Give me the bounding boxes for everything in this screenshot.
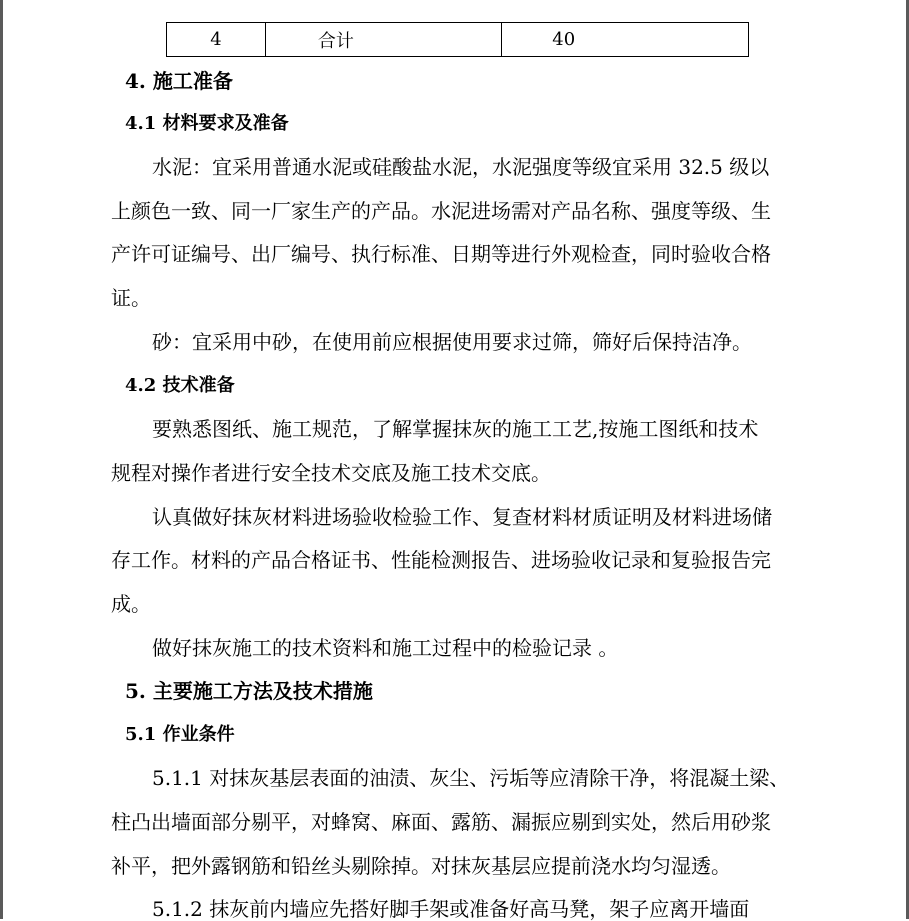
paragraph-line: 砂：宜采用中砂，在使用前应根据使用要求过筛，筛好后保持洁净。 xyxy=(152,330,752,354)
paragraph-line: 认真做好抹灰材料进场验收检验工作、复查材料材质证明及材料进场储 xyxy=(152,505,772,529)
table-cell-label: 合计 xyxy=(265,23,501,57)
section-5-heading: 5. 主要施工方法及技术措施 xyxy=(125,679,373,703)
paragraph-line: 证。 xyxy=(111,286,151,310)
paragraph-line: 产许可证编号、出厂编号、执行标准、日期等进行外观检查，同时验收合格 xyxy=(111,242,771,266)
paragraph-line: 水泥：宜采用普通水泥或硅酸盐水泥，水泥强度等级宜采用 32.5 级以 xyxy=(152,155,770,179)
section-5-1-heading: 5.1 作业条件 xyxy=(125,724,235,745)
paragraph-line: 5.1.1 对抹灰基层表面的油渍、灰尘、污垢等应清除干净，将混凝土梁、 xyxy=(152,766,790,790)
table-row xyxy=(167,23,749,57)
summary-table xyxy=(166,22,749,57)
paragraph-line: 要熟悉图纸、施工规范，了解掌握抹灰的施工工艺,按施工图纸和技术 xyxy=(152,417,759,441)
paragraph-line: 规程对操作者进行安全技术交底及施工技术交底。 xyxy=(111,461,551,485)
section-4-heading: 4. 施工准备 xyxy=(125,69,233,93)
paragraph-line: 做好抹灰施工的技术资料和施工过程中的检验记录 。 xyxy=(152,636,619,660)
paragraph-line: 5.1.2 抹灰前内墙应先搭好脚手架或准备好高马凳，架子应离开墙面 xyxy=(152,897,750,921)
left-edge-bar xyxy=(0,0,3,919)
table-cell-value: 40 xyxy=(502,23,749,57)
section-4-1-heading: 4.1 材料要求及准备 xyxy=(125,113,289,134)
paragraph-line: 存工作。材料的产品合格证书、性能检测报告、进场验收记录和复验报告完 xyxy=(111,548,771,572)
section-4-2-heading: 4.2 技术准备 xyxy=(125,375,235,396)
table-cell-index: 4 xyxy=(167,23,266,57)
paragraph-line: 上颜色一致、同一厂家生产的产品。水泥进场需对产品名称、强度等级、生 xyxy=(111,199,771,223)
paragraph-line: 成。 xyxy=(111,592,151,616)
paragraph-line: 柱凸出墙面部分剔平，对蜂窝、麻面、露筋、漏振应剔到实处，然后用砂浆 xyxy=(111,810,771,834)
paragraph-line: 补平，把外露钢筋和铅丝头剔除掉。对抹灰基层应提前浇水均匀湿透。 xyxy=(111,854,731,878)
